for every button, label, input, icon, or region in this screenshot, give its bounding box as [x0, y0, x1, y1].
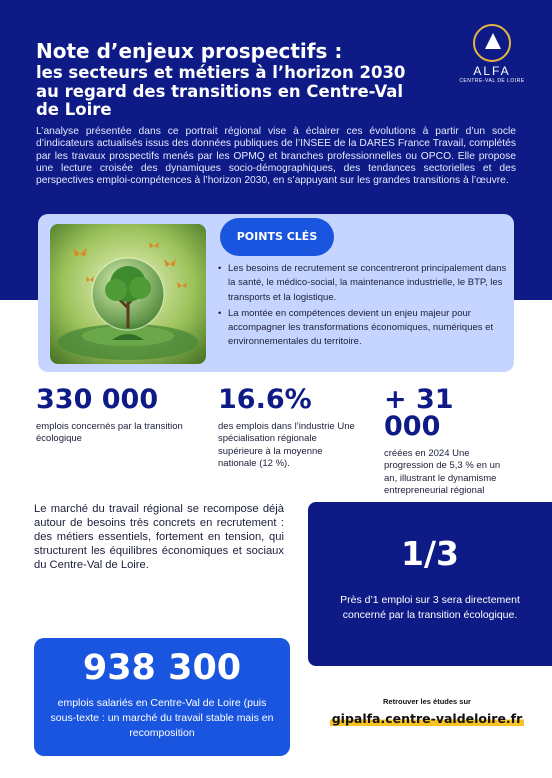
key-points-title: POINTS CLÉS — [220, 218, 334, 256]
stat-industry-share — [218, 386, 358, 470]
intro-paragraph: L’analyse présentée dans ce portrait régional vise à éclairer ces évolutions à partir d’un socle d’indicateurs actualisés issus des données publiques de l’INSEE de la DARES France Travail, complétés par les travaux prospectifs menés par les OPMQ et branches professionnelles ou OPCO. Elle propose une lecture croisée des dynamiques socio-démographiques, des tendances sectorielles et des perspectives emploi-compétences à l’horizon 2030, en s’appuyant sur les grandes transitions à l’œuvre. — [36, 126, 516, 187]
stat-text: emplois concernés par la transition écologique — [36, 421, 183, 445]
alfa-logo — [452, 24, 532, 94]
stat-value: + 31 000 — [384, 384, 454, 442]
one-third-text: Près d’1 emploi sur 3 sera directement concerné par la transition écologique. — [340, 594, 520, 622]
title-line-2: les secteurs et métiers à l’horizon 2030 au regard des transitions en Centre-Val de Loire — [36, 63, 406, 120]
total-jobs-value: 938 300 — [82, 648, 242, 688]
stat-text: créées en 2024 Une progression de 5,3 % en un an, illustrant le dynamisme entrepreneurial régional — [384, 448, 501, 497]
logo-emblem-icon — [473, 24, 511, 62]
stat-text: des emplois dans l’industrie Une spécialisation régionale supérieure à la moyenne nationale (12 %). — [218, 421, 355, 470]
planet-tree-image — [50, 224, 206, 364]
total-jobs-box — [34, 638, 290, 756]
key-points-list — [218, 262, 516, 352]
key-point-item: • Les besoins de recrutement se concentreront principalement dans la santé, le médico-social, la maintenance industrielle, le BTP, les transports et la logistique. — [228, 262, 516, 305]
logo-name: ALFA — [473, 64, 511, 78]
footer-label: Retrouver les études sur — [383, 697, 471, 706]
page-title — [36, 40, 426, 120]
website-link[interactable]: gipalfa.centre-valdeloire.fr — [331, 711, 523, 726]
stat-value: 330 000 — [36, 384, 159, 415]
one-third-box — [308, 502, 552, 666]
footer-links — [322, 697, 532, 728]
stat-ecological-jobs — [36, 386, 196, 446]
stat-business-creations — [384, 386, 508, 497]
logo-subtitle: CENTRE-VAL DE LOIRE — [459, 78, 525, 84]
labor-market-paragraph: Le marché du travail régional se recompose déjà autour de besoins très concrets en recrutement : des métiers essentiels, fortement en tension, qui structurent les équilibres économiques et sociaux du Centre-Val de Loire. — [34, 503, 284, 571]
one-third-value: 1/3 — [401, 534, 459, 573]
title-line-1: Note d’enjeux prospectifs : — [36, 39, 343, 63]
key-point-item: • La montée en compétences devient un enjeu majeur pour accompagner les transformations économiques, numériques et environnementales du territoire. — [228, 307, 516, 350]
total-jobs-text: emplois salariés en Centre-Val de Loire (puis sous-texte : un marché du travail stable mais en recomposition — [50, 697, 274, 740]
stat-value: 16.6% — [218, 384, 312, 415]
